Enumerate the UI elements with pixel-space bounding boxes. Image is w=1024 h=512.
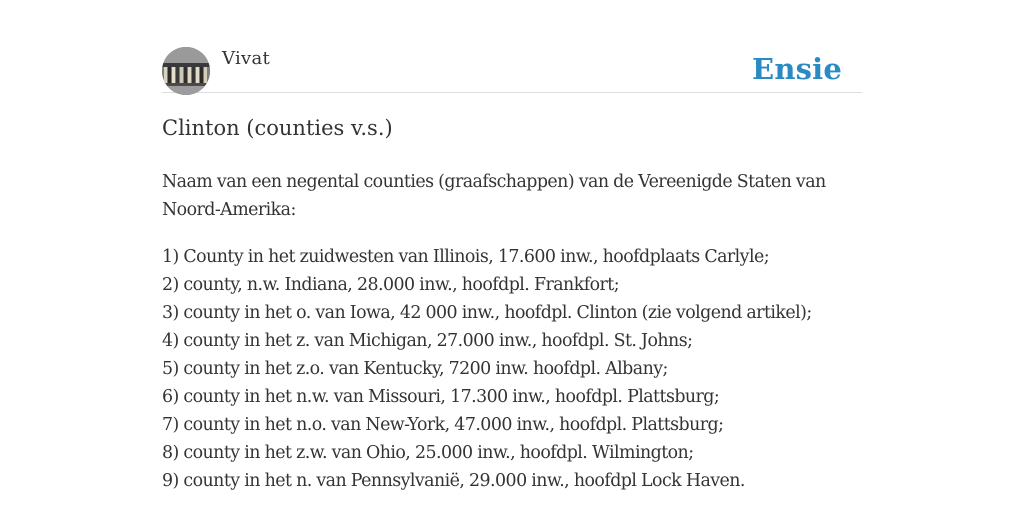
list-item: 1) County in het zuidwesten van Illinois, 17.600 inw., hoofdplaats Carlyle; — [162, 247, 770, 267]
list-item: 3) county in het o. van Iowa, 42 000 inw., hoofdpl. Clinton (zie volgend artikel); — [162, 303, 812, 323]
author-name[interactable]: Vivat — [222, 48, 271, 69]
author-avatar[interactable] — [162, 47, 210, 95]
header — [162, 46, 862, 93]
county-list — [162, 243, 862, 495]
list-item: 9) county in het n. van Pennsylvanië, 29.000 inw., hoofdpl Lock Haven. — [162, 471, 745, 491]
article-title: Clinton (counties v.s.) — [162, 116, 393, 140]
list-item: 4) county in het z. van Michigan, 27.000 inw., hoofdpl. St. Johns; — [162, 331, 693, 351]
list-item: 8) county in het z.w. van Ohio, 25.000 inw., hoofdpl. Wilmington; — [162, 443, 694, 463]
list-item: 2) county, n.w. Indiana, 28.000 inw., hoofdpl. Frankfort; — [162, 275, 620, 295]
brand-logo[interactable]: Ensie — [752, 52, 842, 86]
article-intro: Naam van een negental counties (graafschappen) van de Vereenigde Staten van Noord-Amerika: — [162, 172, 826, 220]
books-avatar-icon — [162, 47, 210, 95]
list-item: 5) county in het z.o. van Kentucky, 7200 inw. hoofdpl. Albany; — [162, 359, 668, 379]
list-item: 7) county in het n.o. van New-York, 47.000 inw., hoofdpl. Plattsburg; — [162, 415, 724, 435]
list-item: 6) county in het n.w. van Missouri, 17.300 inw., hoofdpl. Plattsburg; — [162, 387, 720, 407]
